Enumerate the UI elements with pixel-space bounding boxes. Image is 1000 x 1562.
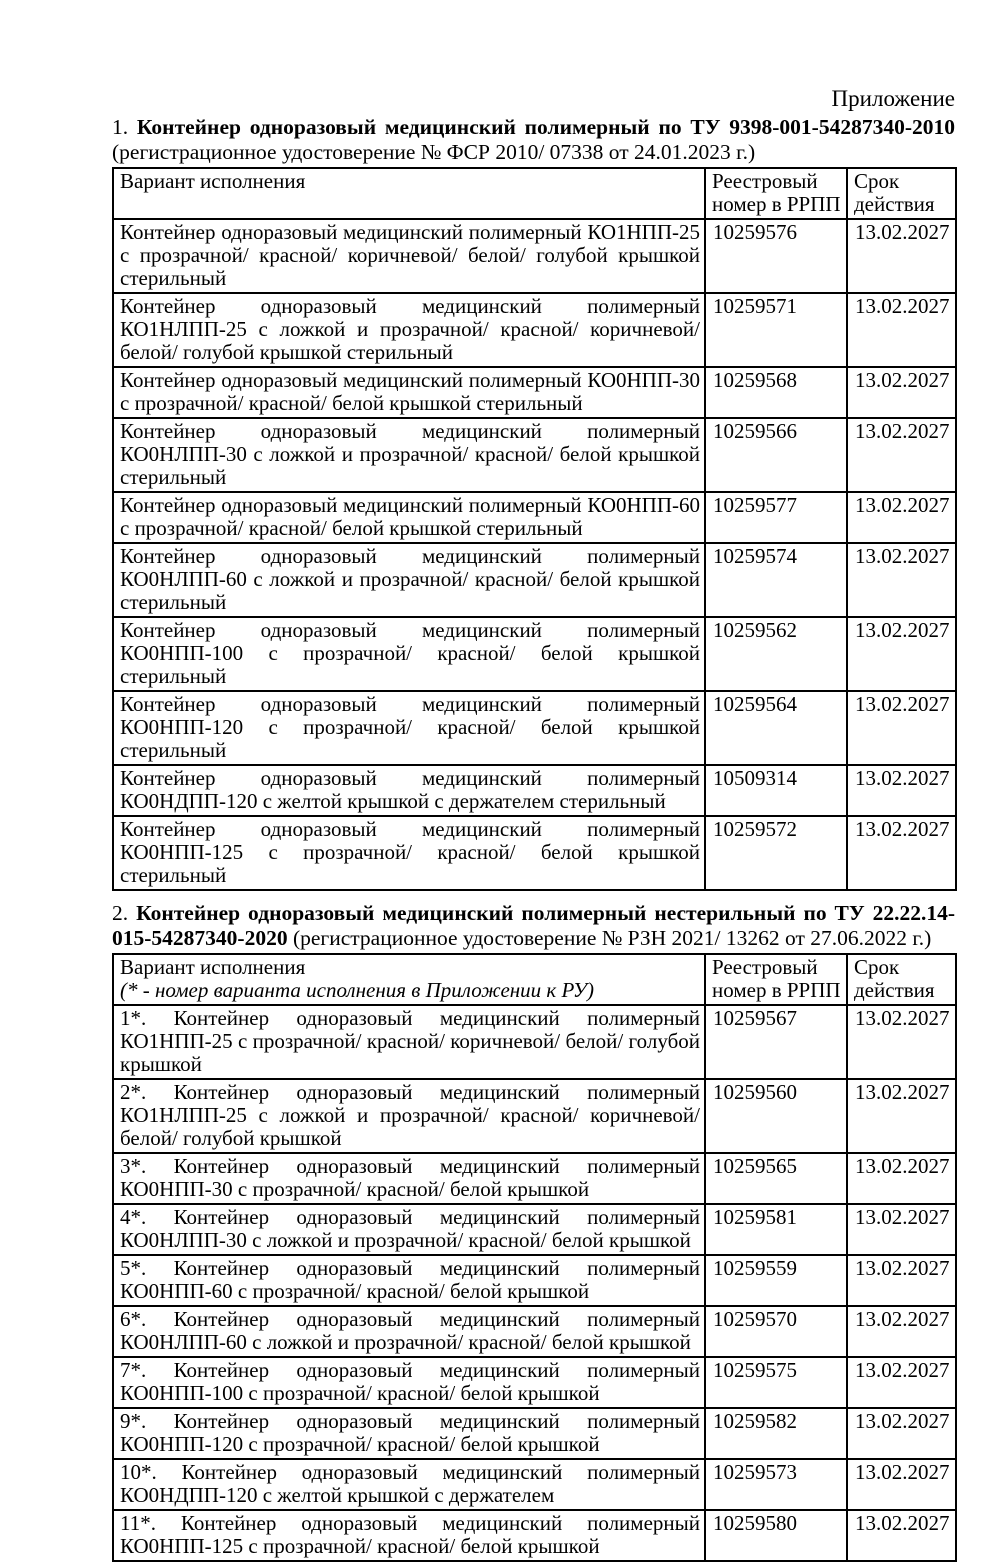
registry-cell: 10259577 [705,492,847,543]
registry-column-header: Реестровый номер в РРПП [705,954,847,1005]
table-row [113,492,956,543]
variant-cell: 9*. Контейнер одноразовый медицинский полимерный КО0НПП-120 с прозрачной/ красной/ белой крышкой [113,1408,705,1459]
variants-table-2 [112,953,957,1562]
table-row [113,816,956,890]
registry-cell: 10259562 [705,617,847,691]
table-row [113,1153,956,1204]
variant-cell: 4*. Контейнер одноразовый медицинский полимерный КО0НЛПП-30 с ложкой и прозрачной/ красной/ белой крышкой [113,1204,705,1255]
registry-cell: 10259566 [705,418,847,492]
validity-cell: 13.02.2027 [847,1153,956,1204]
table-row [113,1357,956,1408]
variant-cell: Контейнер одноразовый медицинский полимерный КО0НПП-100 с прозрачной/ красной/ белой крышкой стерильный [113,617,705,691]
table-row [113,765,956,816]
section-1-number: 1. [112,115,137,139]
registry-cell: 10259572 [705,816,847,890]
section-2-registration: (регистрационное удостоверение № РЗН 2021/ 13262 от 27.06.2022 г.) [287,926,932,950]
validity-cell: 13.02.2027 [847,1408,956,1459]
validity-cell: 13.02.2027 [847,617,956,691]
table-row [113,543,956,617]
registry-cell: 10259570 [705,1306,847,1357]
variant-cell: 2*. Контейнер одноразовый медицинский полимерный КО1НЛПП-25 с ложкой и прозрачной/ красной/ коричневой/ белой/ голубой крышкой [113,1079,705,1153]
variant-cell: 1*. Контейнер одноразовый медицинский полимерный КО1НПП-25 с прозрачной/ красной/ коричневой/ белой/ голубой крышкой [113,1005,705,1079]
variant-cell: Контейнер одноразовый медицинский полимерный КО0НПП-120 с прозрачной/ красной/ белой крышкой стерильный [113,691,705,765]
registry-cell: 10259581 [705,1204,847,1255]
appendix-label: Приложение [831,86,955,111]
validity-column-header: Срок действия [847,168,956,219]
registry-cell: 10259580 [705,1510,847,1561]
table-row [113,1079,956,1153]
validity-cell: 13.02.2027 [847,219,956,293]
validity-cell: 13.02.2027 [847,1005,956,1079]
table-row [113,691,956,765]
section-2-title-bold: Контейнер одноразовый медицинский полимерный нестерильный по ТУ 22.22.14-015-54287340-2020 [112,901,956,950]
validity-cell: 13.02.2027 [847,691,956,765]
registry-cell: 10259574 [705,543,847,617]
registry-cell: 10259559 [705,1255,847,1306]
variant-column-header [113,168,705,219]
validity-cell: 13.02.2027 [847,1255,956,1306]
registry-cell: 10509314 [705,765,847,816]
table-header-row [113,954,956,1005]
variant-cell: Контейнер одноразовый медицинский полимерный КО0НДПП-120 с желтой крышкой с держателем стерильный [113,765,705,816]
table-row [113,367,956,418]
section-1-title [112,115,955,165]
variant-cell: Контейнер одноразовый медицинский полимерный КО0НПП-125 с прозрачной/ красной/ белой крышкой стерильный [113,816,705,890]
registry-cell: 10259560 [705,1079,847,1153]
validity-cell: 13.02.2027 [847,1510,956,1561]
validity-cell: 13.02.2027 [847,1459,956,1510]
registry-column-header: Реестровый номер в РРПП [705,168,847,219]
registry-cell: 10259571 [705,293,847,367]
variant-cell: 11*. Контейнер одноразовый медицинский полимерный КО0НПП-125 с прозрачной/ красной/ белой крышкой [113,1510,705,1561]
table-row [113,617,956,691]
validity-cell: 13.02.2027 [847,293,956,367]
variant-column-label: Вариант исполнения [120,955,306,979]
variant-cell: 6*. Контейнер одноразовый медицинский полимерный КО0НЛПП-60 с ложкой и прозрачной/ красной/ белой крышкой [113,1306,705,1357]
variant-cell: Контейнер одноразовый медицинский полимерный КО1НЛПП-25 с ложкой и прозрачной/ красной/ коричневой/ белой/ голубой крышкой стерильный [113,293,705,367]
section-2-title [112,901,955,951]
registry-cell: 10259573 [705,1459,847,1510]
table-row [113,1255,956,1306]
table-header-row [113,168,956,219]
registry-cell: 10259582 [705,1408,847,1459]
section-1-registration: (регистрационное удостоверение № ФСР 2010/ 07338 от 24.01.2023 г.) [112,140,756,164]
validity-cell: 13.02.2027 [847,1204,956,1255]
validity-cell: 13.02.2027 [847,1357,956,1408]
variant-column-label: Вариант исполнения [120,169,306,193]
variant-cell: Контейнер одноразовый медицинский полимерный КО0НЛПП-30 с ложкой и прозрачной/ красной/ белой крышкой стерильный [113,418,705,492]
variant-cell: 7*. Контейнер одноразовый медицинский полимерный КО0НПП-100 с прозрачной/ красной/ белой крышкой [113,1357,705,1408]
variant-cell: Контейнер одноразовый медицинский полимерный КО0НПП-30 с прозрачной/ красной/ белой крышкой стерильный [113,367,705,418]
registry-cell: 10259565 [705,1153,847,1204]
variant-cell: Контейнер одноразовый медицинский полимерный КО0НПП-60 с прозрачной/ красной/ белой крышкой стерильный [113,492,705,543]
variants-table-1 [112,167,957,891]
variant-cell: 3*. Контейнер одноразовый медицинский полимерный КО0НПП-30 с прозрачной/ красной/ белой крышкой [113,1153,705,1204]
registry-cell: 10259567 [705,1005,847,1079]
validity-cell: 13.02.2027 [847,367,956,418]
registry-cell: 10259575 [705,1357,847,1408]
section-2-number: 2. [112,901,137,925]
registry-cell: 10259568 [705,367,847,418]
registry-cell: 10259564 [705,691,847,765]
variant-column-header [113,954,705,1005]
validity-cell: 13.02.2027 [847,1306,956,1357]
table-row [113,1459,956,1510]
table-row [113,219,956,293]
validity-column-header: Срок действия [847,954,956,1005]
variant-cell: Контейнер одноразовый медицинский полимерный КО0НЛПП-60 с ложкой и прозрачной/ красной/ белой крышкой стерильный [113,543,705,617]
variant-cell: 5*. Контейнер одноразовый медицинский полимерный КО0НПП-60 с прозрачной/ красной/ белой крышкой [113,1255,705,1306]
table-row [113,1510,956,1561]
validity-cell: 13.02.2027 [847,816,956,890]
validity-cell: 13.02.2027 [847,543,956,617]
registry-cell: 10259576 [705,219,847,293]
variant-column-note: (* - номер варианта исполнения в Приложении к РУ) [120,978,594,1002]
section-1-title-bold: Контейнер одноразовый медицинский полимерный по ТУ 9398-001-54287340-2010 [136,115,956,139]
table-row [113,418,956,492]
table-row [113,1408,956,1459]
validity-cell: 13.02.2027 [847,1079,956,1153]
variant-cell: Контейнер одноразовый медицинский полимерный КО1НПП-25 с прозрачной/ красной/ коричневой/ белой/ голубой крышкой стерильный [113,219,705,293]
table-row [113,1005,956,1079]
table-row [113,1306,956,1357]
variant-cell: 10*. Контейнер одноразовый медицинский полимерный КО0НДПП-120 с желтой крышкой с держателем [113,1459,705,1510]
table-row [113,1204,956,1255]
validity-cell: 13.02.2027 [847,765,956,816]
table-row [113,293,956,367]
validity-cell: 13.02.2027 [847,492,956,543]
validity-cell: 13.02.2027 [847,418,956,492]
